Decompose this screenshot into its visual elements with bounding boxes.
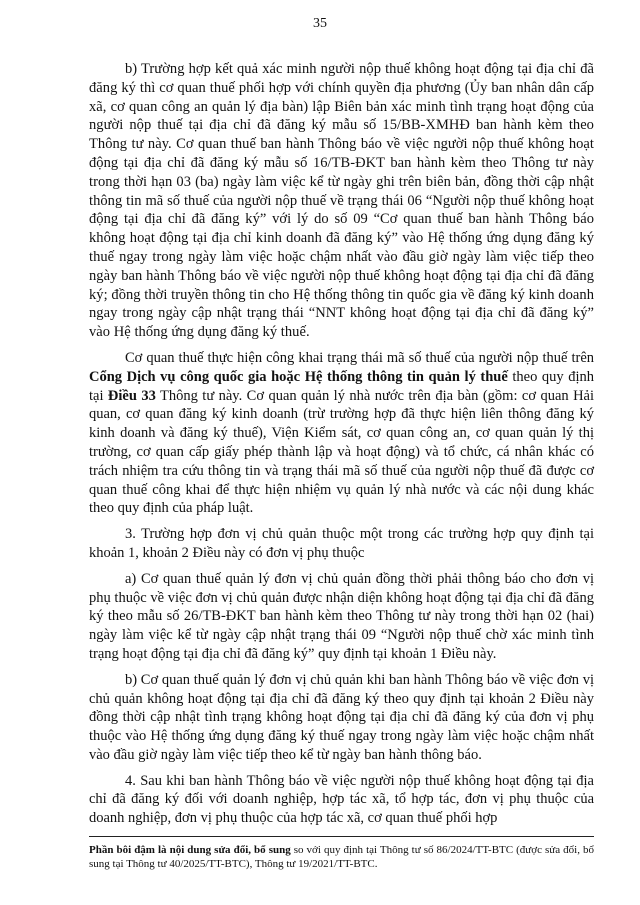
- page-number: 35: [313, 16, 327, 31]
- footnote-divider: [89, 836, 594, 837]
- footnote-bold: Phần bôi đậm là nội dung sửa đổi, bổ sung: [89, 844, 291, 856]
- bold-amendment-portal: Cổng Dịch vụ công quốc gia hoặc Hệ thống thông tin quản lý thuế: [89, 368, 508, 385]
- paragraph-clause-4: 4. Sau khi ban hành Thông báo về việc người nộp thuế không hoạt động tại địa chỉ đã đăng ký đối với doanh nghiệp, hợp tác xã, tổ hợp tác, đơn vị phụ thuộc của doanh nghiệp, đơn vị phụ thuộc của hợp tác xã, cơ quan thuế phối hợp: [89, 772, 594, 827]
- document-body: [89, 60, 594, 835]
- paragraph-clause-3: 3. Trường hợp đơn vị chủ quản thuộc một trong các trường hợp quy định tại khoản 1, khoản 2 Điều này có đơn vị phụ thuộc: [89, 526, 594, 561]
- paragraph-clause-3b: b) Cơ quan thuế quản lý đơn vị chủ quản khi ban hành Thông báo về việc đơn vị chủ quản không hoạt động tại địa chỉ đã đăng ký theo quy định tại khoản 2 Điều này đồng thời cập nhật tình trạng không hoạt động tại địa chỉ đã đăng ký của đơn vị phụ thuộc vào Hệ thống ứng dụng đăng ký thuế ngay trong ngày làm việc hoặc chậm nhất vào đầu giờ ngày làm việc tiếp theo kể từ ngày ban hành thông báo.: [89, 671, 594, 763]
- paragraph-clause-3a: a) Cơ quan thuế quản lý đơn vị chủ quản đồng thời phải thông báo cho đơn vị phụ thuộc về việc đơn vị chủ quản được nhận diện không hoạt động tại địa chỉ đã đăng ký theo mẫu số 26/TB-ĐKT ban hành kèm theo Thông tư này trong thời hạn 02 (hai) ngày làm việc kể từ ngày cập nhật trạng thái 09 “Người nộp thuế chờ xác minh tình trạng hoạt động tại địa chỉ đã đăng ký” quy định tại khoản 1 Điều này.: [89, 570, 594, 662]
- paragraph-text: Thông tư này. Cơ quan quản lý nhà nước trên địa bàn (gồm: cơ quan Hải quan, cơ quan đăng ký kinh doanh (trừ trường hợp đã thực hiện liên thông đăng ký kinh doanh và đăng ký thuế), Viện Kiểm sát, cơ quan công an, cơ quan quản lý thị trường, cơ quan cấp giấy phép thành lập và hoạt động) và tổ chức, cá nhân khác có trách nhiệm tra cứu thông tin và trạng thái mã số thuế của người nộp thuế đã được cơ quan thuế công khai để thực hiện nhiệm vụ quản lý nhà nước và các nội dung khác theo quy định của pháp luật.: [89, 387, 594, 517]
- footnote: [89, 844, 594, 871]
- footnote-text: so với quy định tại Thông tư số 86/2024/TT-BTC (được sửa đổi, bổ sung tại Thông tư 40/2025/TT-BTC), Thông tư 19/2021/TT-BTC.: [89, 844, 594, 870]
- paragraph-text: theo quy định tại: [89, 368, 595, 404]
- paragraph-text: Cơ quan thuế thực hiện công khai trạng thái mã số thuế của người nộp thuế trên: [125, 349, 594, 366]
- bold-amendment-article: Điều 33: [107, 387, 156, 404]
- paragraph-public-disclosure: [89, 349, 594, 518]
- paragraph-verification-result: b) Trường hợp kết quả xác minh người nộp thuế không hoạt động tại địa chỉ đã đăng ký thì cơ quan thuế phối hợp với chính quyền địa phương (Ủy ban nhân dân cấp xã, cơ quan công an quản lý địa bàn) lập Biên bản xác minh tình trạng hoạt động của người nộp thuế tại địa chỉ đã đăng ký mẫu số 15/BB-XMHĐ ban hành kèm theo Thông tư này. Cơ quan thuế ban hành Thông báo về việc người nộp thuế không hoạt động tại địa chỉ đã đăng ký mẫu số 16/TB-ĐKT ban hành kèm theo Thông tư này trong thời hạn 03 (ba) ngày làm việc kể từ ngày ghi trên biên bản, đồng thời cập nhật thông tin mã số thuế của người nộp thuế về trạng thái 06 “Người nộp thuế không hoạt động tại địa chỉ đã đăng ký” với lý do số 09 “Cơ quan thuế ban hành Thông báo không hoạt động tại địa chỉ kinh doanh đã đăng ký” vào Hệ thống ứng dụng đăng ký thuế ngay trong ngày làm việc hoặc chậm nhất vào đầu giờ ngày làm việc tiếp theo ngày ban hành Thông báo về việc người nộp thuế không hoạt động tại địa chỉ đã đăng ký; đồng thời truyền thông tin cho Hệ thống thông tin quốc gia về đăng ký kinh doanh ngay trong ngày cập nhật trạng thái “NNT không hoạt động tại địa chỉ đã đăng ký” vào Hệ thống ứng dụng đăng ký thuế.: [89, 61, 594, 341]
